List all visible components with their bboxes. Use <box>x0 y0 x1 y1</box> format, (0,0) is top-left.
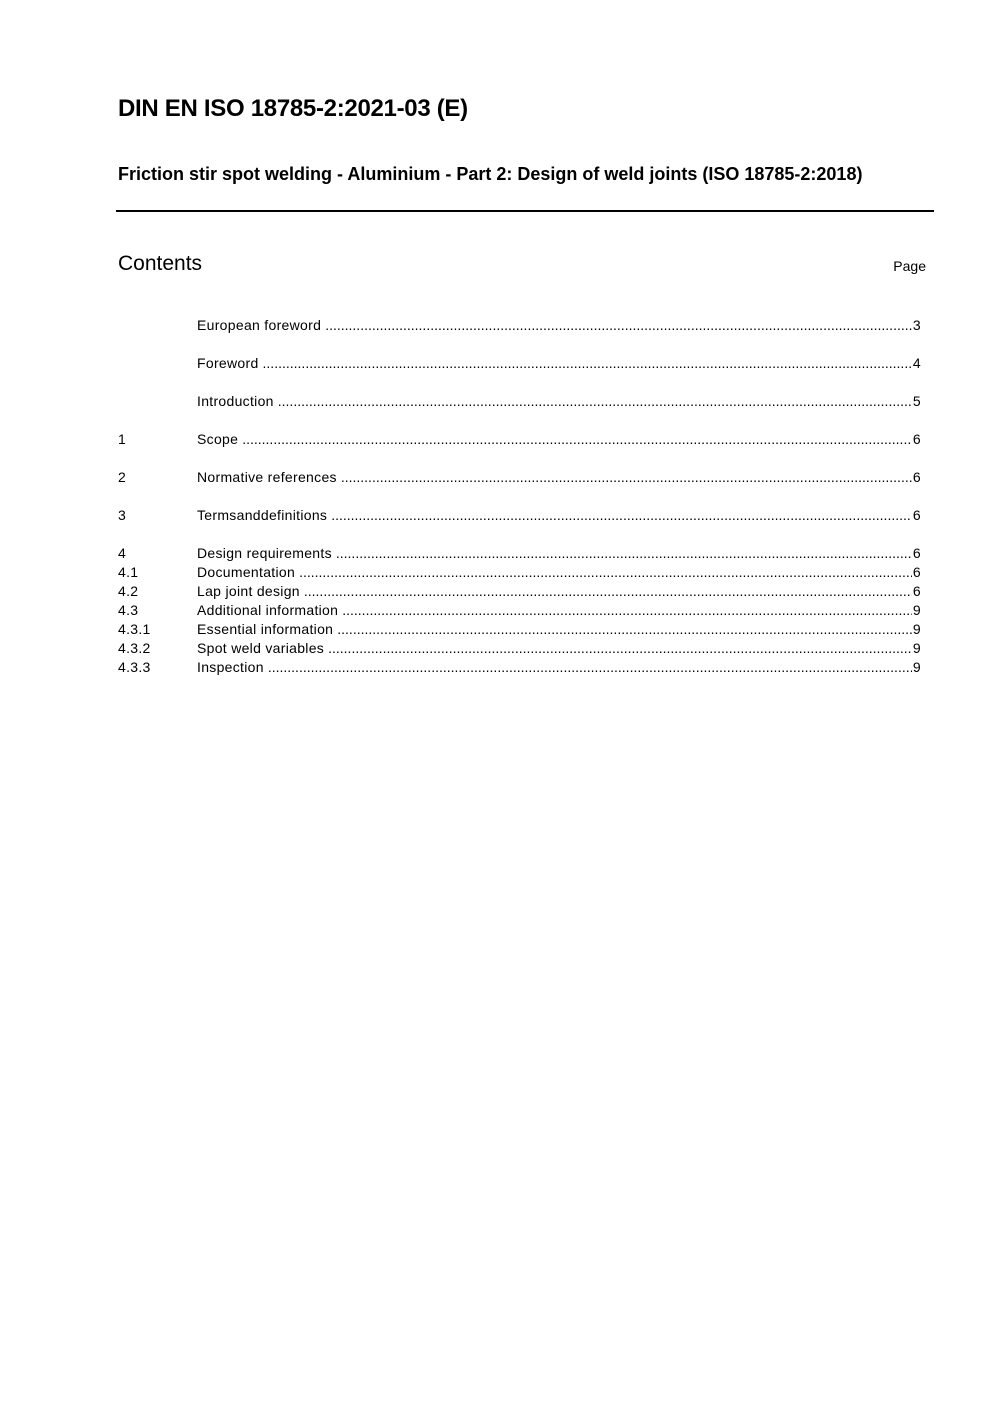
toc-dot-leader <box>325 316 912 335</box>
toc-entry-label: Scope <box>197 431 239 447</box>
toc-entry-page: 6 <box>912 431 921 447</box>
toc-entry-number: 4.3.2 <box>118 640 151 656</box>
toc-entry-number: 4.3.3 <box>118 659 151 675</box>
toc-entry-page: 5 <box>912 393 921 409</box>
toc-dot-leader <box>278 392 912 411</box>
toc-entry-terms-and-definitions[interactable] <box>118 506 921 525</box>
toc-entry-label: Normative references <box>197 469 337 485</box>
toc-dot-leader <box>299 563 912 582</box>
toc-entry-number: 3 <box>118 507 127 523</box>
toc-entry-label: Introduction <box>197 393 274 409</box>
toc-entry-label: Foreword <box>197 355 259 371</box>
toc-entry-spot-weld-variables[interactable] <box>118 639 921 658</box>
toc-dot-leader <box>331 506 912 525</box>
page-column-heading: Page <box>893 258 926 274</box>
toc-entry-page: 6 <box>912 507 921 523</box>
toc-entry-label: Additional information <box>197 602 339 618</box>
toc-entry-page: 9 <box>912 602 921 618</box>
toc-entry-page: 9 <box>912 621 921 637</box>
contents-heading: Contents <box>118 252 203 275</box>
toc-entry-label: Lap joint design <box>197 583 300 599</box>
toc-dot-leader <box>342 601 912 620</box>
toc-entry-european-foreword[interactable] <box>118 316 921 335</box>
toc-entry-label: Essential information <box>197 621 334 637</box>
toc-dot-leader <box>268 658 912 677</box>
toc-entry-number: 4.1 <box>118 564 139 580</box>
toc-entry-number: 4.3.1 <box>118 621 151 637</box>
toc-dot-leader <box>304 582 912 601</box>
toc-entry-number: 4 <box>118 545 127 561</box>
toc-entry-introduction[interactable] <box>118 392 921 411</box>
toc-entry-number: 4.2 <box>118 583 139 599</box>
toc-entry-label: Spot weld variables <box>197 640 325 656</box>
toc-dot-leader <box>337 620 912 639</box>
toc-entry-page: 4 <box>912 355 921 371</box>
toc-entry-label: European foreword <box>197 317 322 333</box>
table-of-contents <box>118 316 921 677</box>
toc-entry-page: 6 <box>912 545 921 561</box>
toc-entry-number: 2 <box>118 469 127 485</box>
toc-entry-label: Inspection <box>197 659 264 675</box>
toc-dot-leader <box>263 354 912 373</box>
toc-entry-lap-joint-design[interactable] <box>118 582 921 601</box>
toc-entry-inspection[interactable] <box>118 658 921 677</box>
toc-entry-foreword[interactable] <box>118 354 921 373</box>
toc-entry-page: 3 <box>912 317 921 333</box>
toc-dot-leader <box>242 430 912 449</box>
toc-entry-scope[interactable] <box>118 430 921 449</box>
toc-entry-page: 9 <box>912 659 921 675</box>
document-subtitle: Friction stir spot welding - Aluminium - Part 2: Design of weld joints (ISO 18785-2:2018) <box>118 164 863 184</box>
toc-dot-leader <box>336 544 912 563</box>
toc-dot-leader <box>341 468 912 487</box>
toc-entry-design-requirements[interactable] <box>118 544 921 563</box>
toc-entry-label: Design requirements <box>197 545 332 561</box>
toc-entry-page: 9 <box>912 640 921 656</box>
toc-entry-additional-information[interactable] <box>118 601 921 620</box>
toc-entry-page: 6 <box>912 583 921 599</box>
toc-dot-leader <box>328 639 912 658</box>
toc-entry-documentation[interactable] <box>118 563 921 582</box>
toc-entry-page: 6 <box>912 469 921 485</box>
toc-entry-label: Documentation <box>197 564 296 580</box>
title-divider <box>116 210 934 212</box>
toc-entry-number: 1 <box>118 431 127 447</box>
toc-entry-essential-information[interactable] <box>118 620 921 639</box>
toc-entry-label: Termsanddefinitions <box>197 507 328 523</box>
toc-entry-number: 4.3 <box>118 602 139 618</box>
toc-entry-normative-references[interactable] <box>118 468 921 487</box>
document-title: DIN EN ISO 18785-2:2021-03 (E) <box>118 95 468 122</box>
toc-entry-page: 6 <box>912 564 921 580</box>
